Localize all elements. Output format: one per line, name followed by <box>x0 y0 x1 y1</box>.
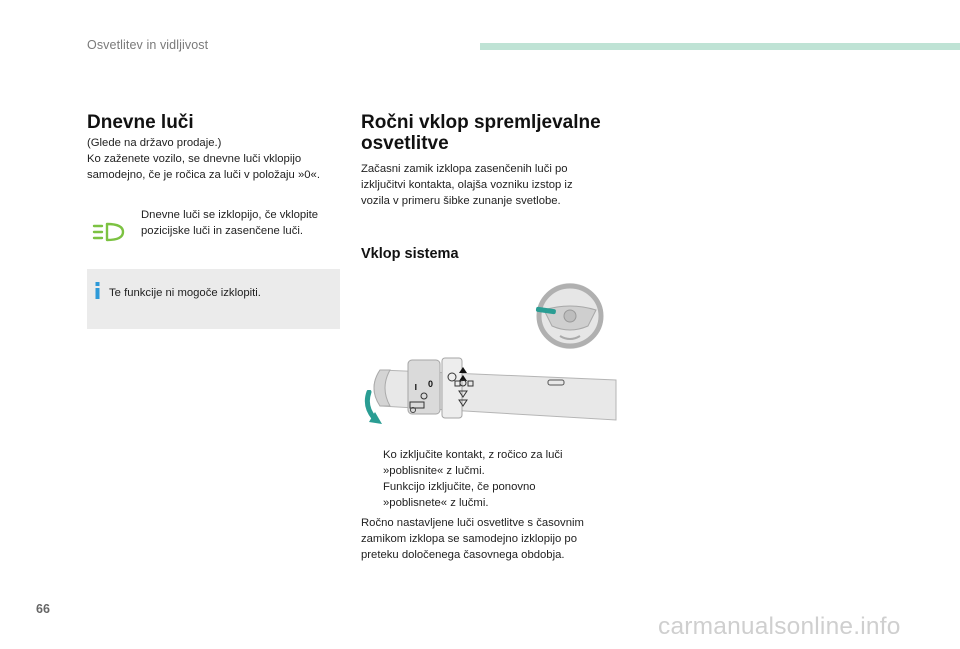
heading-line: osvetlitve <box>361 133 449 154</box>
heading-follow-me-home <box>361 112 601 154</box>
intro-line: (Glede na državo prodaje.) <box>87 137 222 149</box>
list-item <box>361 479 641 511</box>
daytime-lights-intro <box>87 135 320 183</box>
closing-paragraph <box>361 515 584 563</box>
light-stalk-illustration <box>362 354 618 426</box>
note-line: pozicijske luči in zasenčene luči. <box>141 225 304 237</box>
info-text: Te funkcije ni mogoče izklopiti. <box>109 287 261 299</box>
bullet-list <box>361 447 641 511</box>
closing-line: Ročno nastavljene luči osvetlitve s časovnim <box>361 517 584 529</box>
flash-arrow-icon <box>362 390 390 428</box>
stalk-position-zero: 0 <box>428 379 434 389</box>
steering-wheel-illustration <box>530 280 610 352</box>
note-line: Dnevne luči se izklopijo, če vklopite <box>141 209 319 221</box>
intro-line: samodejno, če je ročica za luči v položaju »0«. <box>87 169 320 181</box>
heading-daytime-lights: Dnevne luči <box>87 112 194 133</box>
bullet-line: Ko izključite kontakt, z ročico za luči <box>383 449 563 461</box>
daytime-lights-note <box>141 207 318 239</box>
info-icon <box>94 282 102 299</box>
daytime-lights-icon <box>92 221 126 243</box>
watermark: carmanualsonline.info <box>658 613 901 640</box>
bullet-line: Funkcijo izključite, če ponovno <box>383 481 536 493</box>
follow-me-home-intro <box>361 161 573 209</box>
closing-line: preteku določenega časovnega obdobja. <box>361 549 565 561</box>
heading-line: Ročni vklop spremljevalne <box>361 112 601 133</box>
section-title: Osvetlitev in vidljivost <box>87 38 209 52</box>
page-number: 66 <box>36 602 50 616</box>
intro-line: izključitvi kontakta, olajša vozniku izstop iz <box>361 179 573 191</box>
list-item <box>361 447 641 479</box>
header-accent-bar <box>480 43 960 50</box>
intro-line: Začasni zamik izklopa zasenčenih luči po <box>361 163 568 175</box>
intro-line: vozila v primeru šibke zunanje svetlobe. <box>361 195 561 207</box>
closing-line: zamikom izklopa se samodejno izklopijo po <box>361 533 577 545</box>
subheading-activation: Vklop sistema <box>361 246 459 262</box>
bullet-line: »poblisnete« z lučmi. <box>383 497 489 509</box>
bullet-line: »poblisnite« z lučmi. <box>383 465 485 477</box>
intro-line: Ko zaženete vozilo, se dnevne luči vklopijo <box>87 153 302 165</box>
